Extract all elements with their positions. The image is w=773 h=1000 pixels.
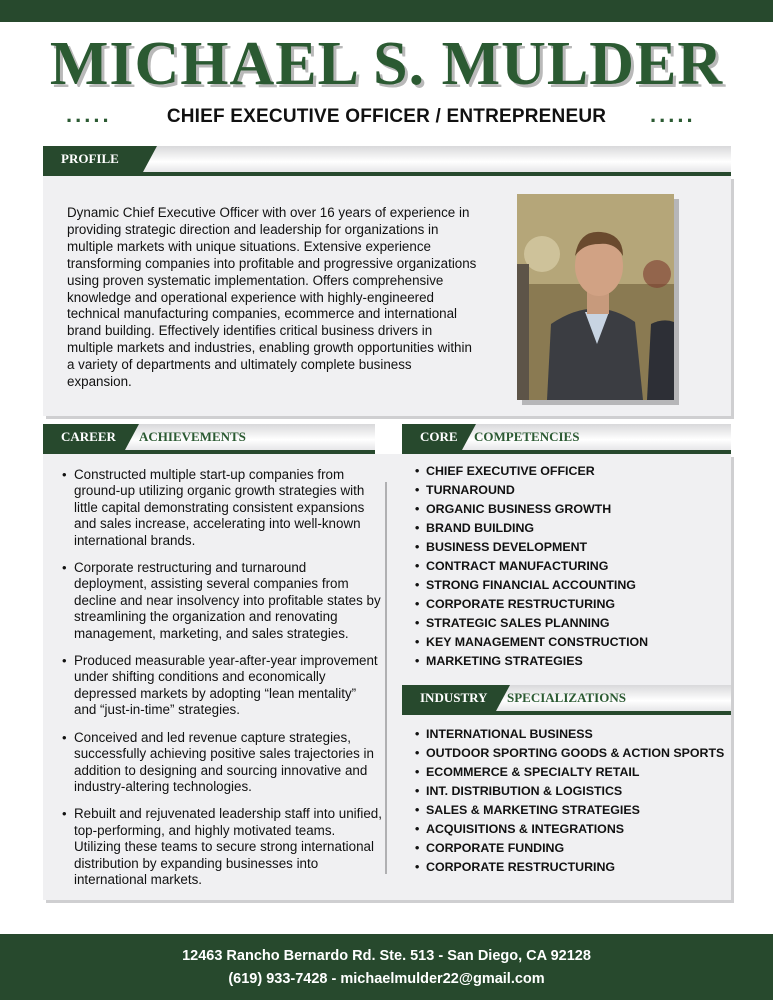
dots-decoration-left: .....	[66, 102, 112, 127]
career-heading: CAREER	[43, 424, 125, 450]
top-bar	[0, 0, 773, 22]
career-section-header	[43, 424, 375, 454]
list-item: • STRATEGIC SALES PLANNING	[415, 614, 648, 633]
specializations-list	[415, 725, 724, 877]
list-item: • KEY MANAGEMENT CONSTRUCTION	[415, 633, 648, 652]
industry-heading: INDUSTRY	[402, 685, 496, 711]
list-item: • ORGANIC BUSINESS GROWTH	[415, 500, 648, 519]
column-divider	[385, 482, 387, 874]
list-item: • MARKETING STRATEGIES	[415, 652, 648, 671]
list-item: • CORPORATE RESTRUCTURING	[415, 858, 724, 877]
achievements-list	[62, 467, 382, 899]
list-item: • BUSINESS DEVELOPMENT	[415, 538, 648, 557]
tagline-row	[0, 104, 773, 130]
footer-contact: (619) 933-7428 - michaelmulder22@gmail.com	[228, 971, 545, 987]
list-item: • OUTDOOR SPORTING GOODS & ACTION SPORTS	[415, 744, 724, 763]
list-item: • INTERNATIONAL BUSINESS	[415, 725, 724, 744]
list-item: • Corporate restructuring and turnaround deployment, assisting several companies from decline and near insolvency into profitable states by streamlining the organization and renovating management, marketing, and sales strategies.	[62, 560, 382, 642]
list-item: • CORPORATE RESTRUCTURING	[415, 595, 648, 614]
core-section-header	[402, 424, 731, 454]
achievements-subheading: ACHIEVEMENTS	[139, 429, 246, 444]
competencies-subheading: COMPETENCIES	[474, 429, 580, 444]
list-item: • SALES & MARKETING STRATEGIES	[415, 801, 724, 820]
list-item: • CHIEF EXECUTIVE OFFICER	[415, 462, 648, 481]
list-item: • Constructed multiple start-up companies from ground-up utilizing organic growth strategies with little capital demonstrating consistent expansions and sales increase, accelerating into well-known international brands.	[62, 467, 382, 549]
job-title-tagline: CHIEF EXECUTIVE OFFICER / ENTREPRENEUR	[166, 106, 607, 127]
profile-section-header	[43, 146, 731, 176]
footer-address: 12463 Rancho Bernardo Rd. Ste. 513 - San Diego, CA 92128	[182, 948, 591, 964]
dots-decoration-right: .....	[650, 102, 696, 127]
list-item: • ECOMMERCE & SPECIALTY RETAIL	[415, 763, 724, 782]
specializations-subheading: SPECIALIZATIONS	[507, 690, 626, 705]
portrait-image	[517, 194, 674, 400]
list-item: • CORPORATE FUNDING	[415, 839, 724, 858]
profile-photo	[517, 194, 674, 400]
list-item: • ACQUISITIONS & INTEGRATIONS	[415, 820, 724, 839]
industry-section-header	[402, 685, 731, 715]
candidate-name: MICHAEL S. MULDER	[49, 30, 724, 98]
list-item: • Rebuilt and rejuvenated leadership staff into unified, top-performing, and highly motivated teams. Utilizing these teams to secure strong international distribution by expanding businesses into international markets.	[62, 806, 382, 888]
list-item: • Conceived and led revenue capture strategies, successfully achieving positive sales trajectories in addition to designing and sourcing innovative and industry-altering technologies.	[62, 730, 382, 796]
core-heading: CORE	[402, 424, 462, 450]
competencies-list	[415, 462, 648, 671]
profile-summary: Dynamic Chief Executive Officer with over 16 years of experience in providing strategic direction and leadership for organizations in multiple markets with unique situations. Extensive experience transforming companies into profitable and progressive organizations using proven systematic implementation. Offers comprehensive knowledge and operational experience with highly-engineered technical manufacturing companies, ecommerce and international brand building. Effectively identifies critical business drivers in multiple markets and industries, enabling growth opportunities within a variety of departments and ultimately complete business expansion.	[67, 205, 477, 390]
profile-heading: PROFILE	[43, 146, 143, 172]
list-item: • STRONG FINANCIAL ACCOUNTING	[415, 576, 648, 595]
list-item: • TURNAROUND	[415, 481, 648, 500]
list-item: • CONTRACT MANUFACTURING	[415, 557, 648, 576]
footer	[0, 934, 773, 1000]
list-item: • Produced measurable year-after-year improvement under shifting conditions and economically depressed markets by adopting “lean mentality” and “just-in-time” strategies.	[62, 653, 382, 719]
list-item: • INT. DISTRIBUTION & LOGISTICS	[415, 782, 724, 801]
list-item: • BRAND BUILDING	[415, 519, 648, 538]
